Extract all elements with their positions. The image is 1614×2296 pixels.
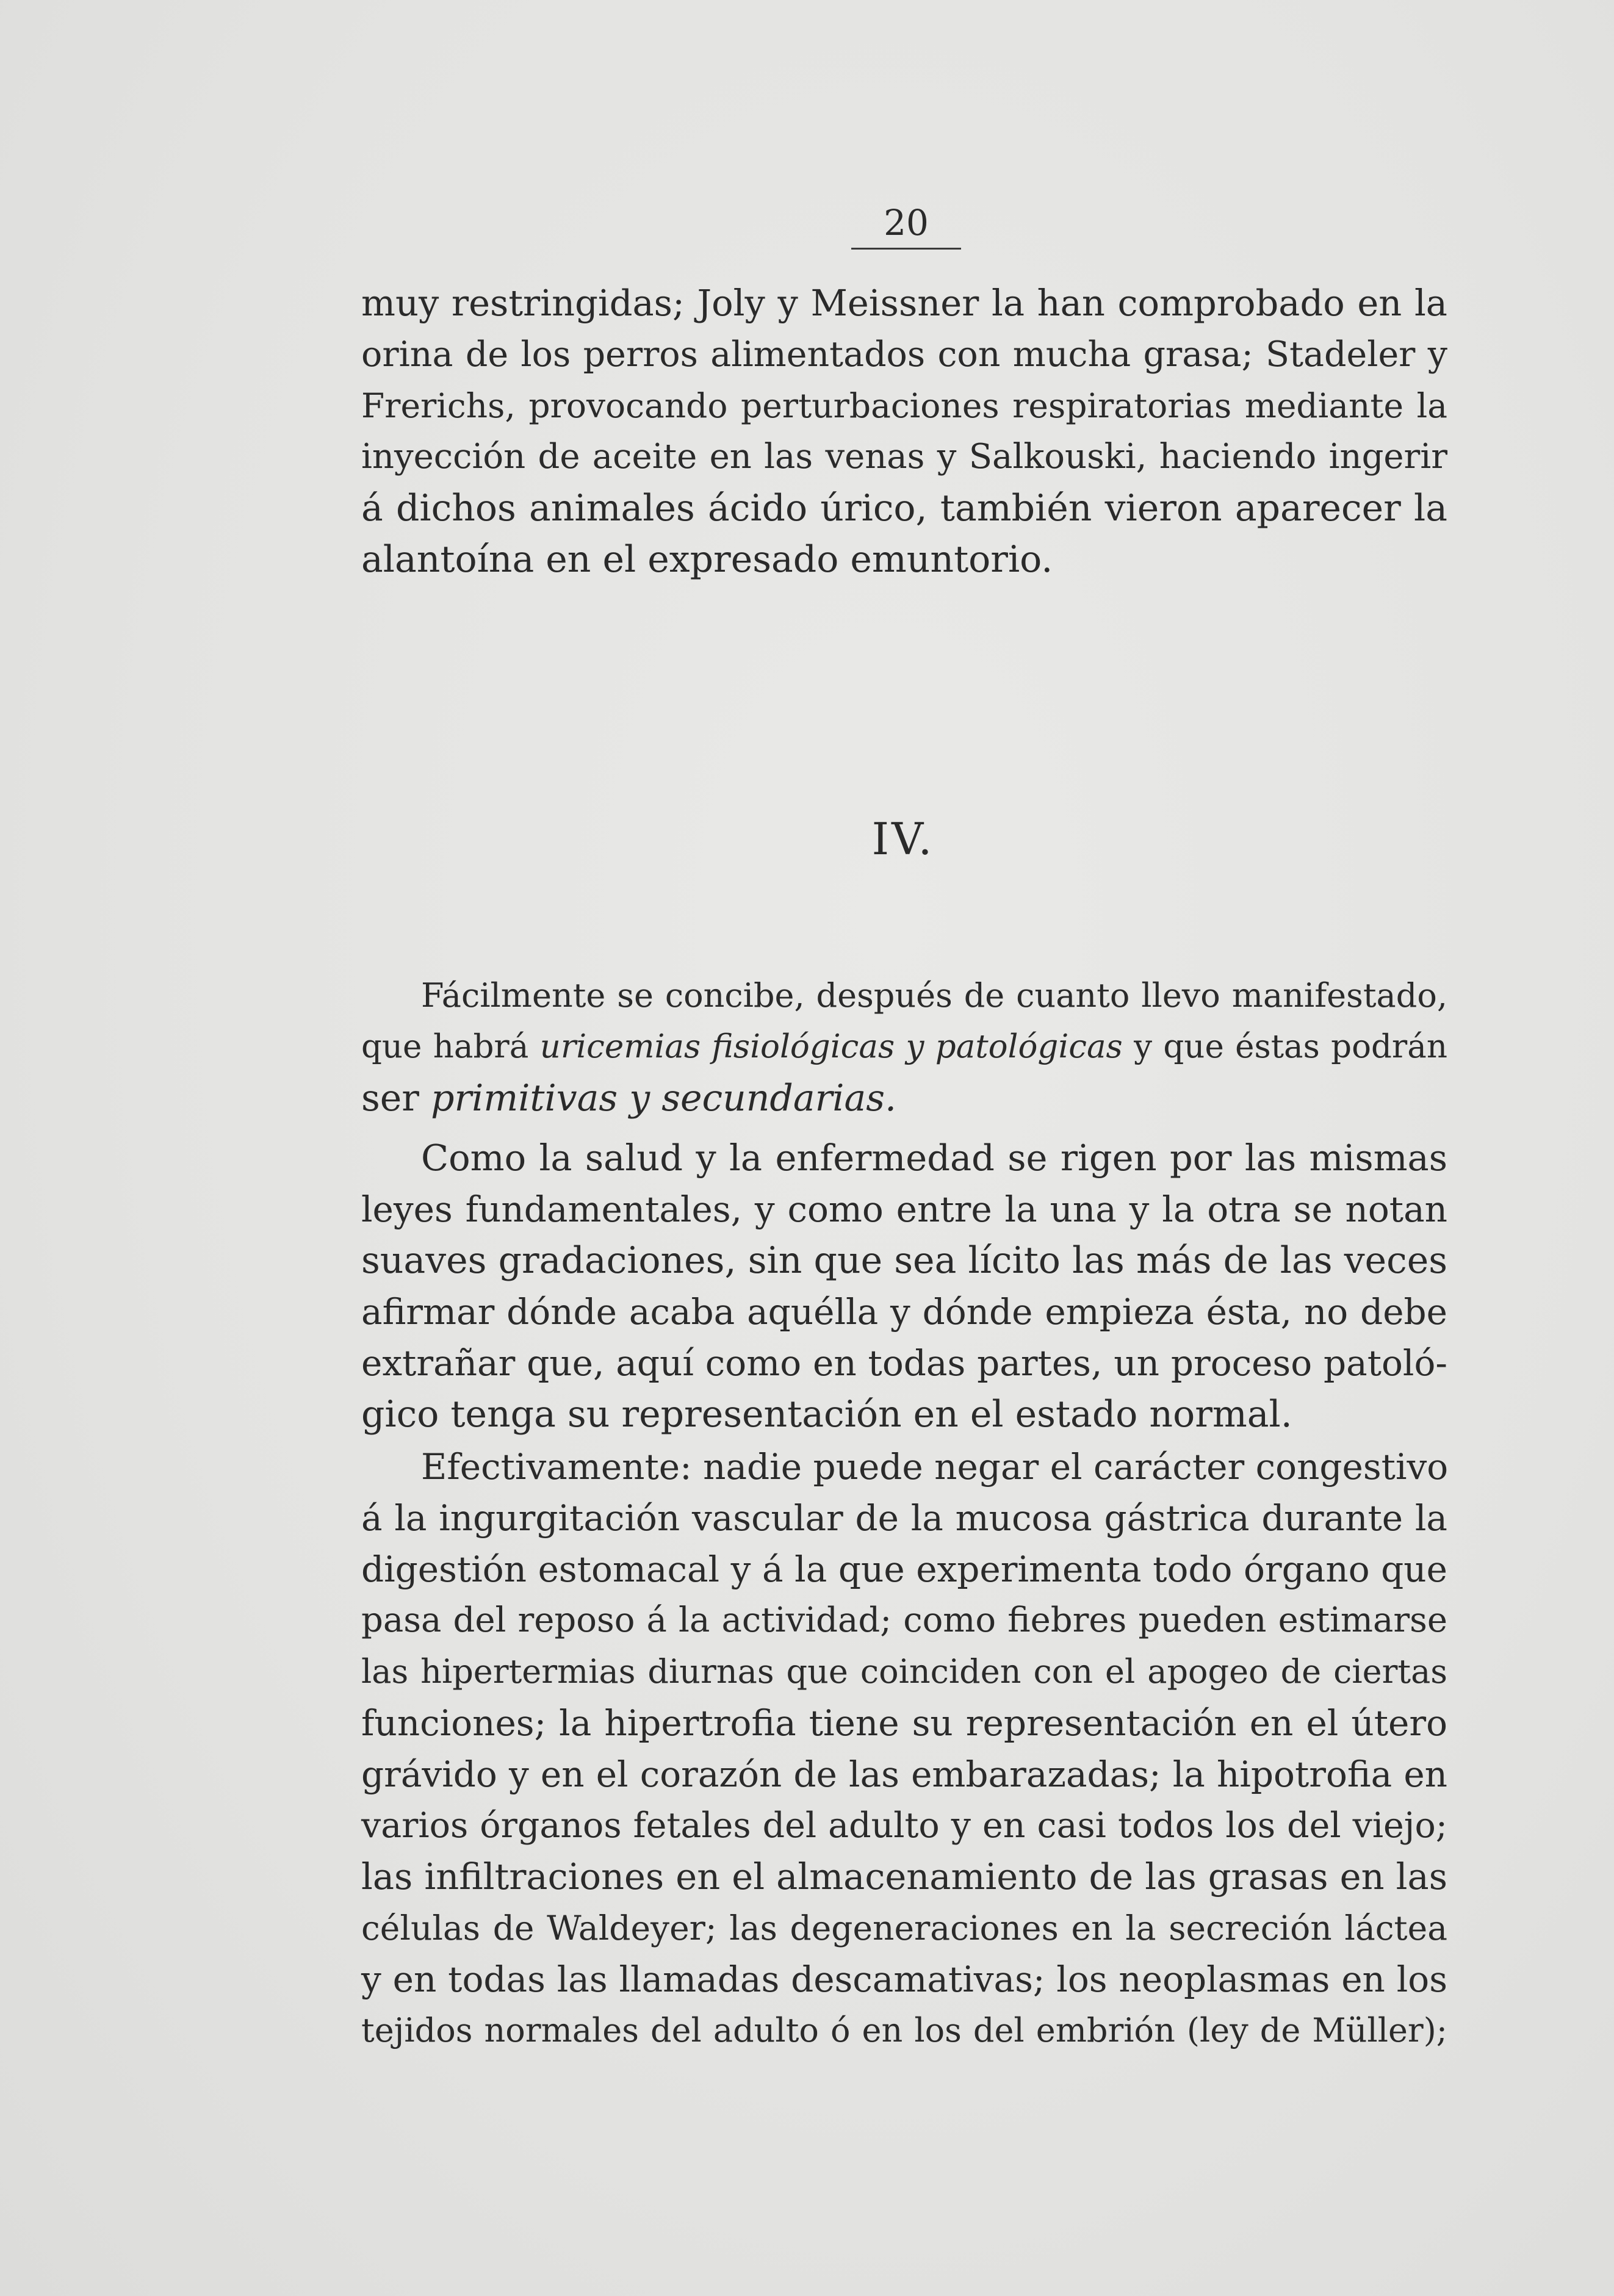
text-line: gico tenga su representación en el estado normal.: [361, 1393, 1292, 1436]
text-line: suaves gradaciones, sin que sea lícito las más de las veces: [361, 1239, 1447, 1282]
text-line: pasa del reposo á la actividad; como fiebres pueden estimarse: [361, 1600, 1447, 1640]
text-line: afirmar dónde acaba aquélla y dónde empieza ésta, no debe: [361, 1291, 1447, 1333]
italic-phrase: primitivas y secundarias.: [431, 1077, 897, 1120]
section-paragraph-2: [361, 1132, 1447, 1440]
text-line: tejidos normales del adulto ó en los del embrión (ley de Müller);: [361, 2011, 1447, 2049]
text-line: grávido y en el corazón de las embarazadas; la hipotrofia en: [361, 1754, 1447, 1795]
text-line: las hipertermias diurnas que coinciden con el apogeo de ciertas: [361, 1652, 1447, 1691]
text-line-mixed: [361, 1073, 1447, 1124]
text-line: varios órganos fetales del adulto y en casi todos los del viejo;: [361, 1805, 1447, 1846]
text-line: Efectivamente: nadie puede negar el carácter congestivo: [421, 1446, 1449, 1488]
text-span: y que éstas podrán: [1122, 1028, 1447, 1065]
text-line-mixed: [361, 1021, 1447, 1073]
text-line: muy restringidas; Joly y Meissner la han comprobado en la: [361, 282, 1447, 324]
text-line: funciones; la hipertrofia tiene su representación en el útero: [361, 1702, 1447, 1744]
text-line: células de Waldeyer; las degeneraciones en la secreción láctea: [361, 1909, 1447, 1948]
section-paragraph-3: [361, 1441, 1447, 2056]
text-line: Como la salud y la enfermedad se rigen por las mismas: [421, 1137, 1447, 1179]
text-line: inyección de aceite en las venas y Salkouski, haciendo ingerir: [361, 437, 1447, 477]
page-number-rule: [851, 248, 961, 250]
text-span: que habrá: [361, 1028, 540, 1065]
text-line: extrañar que, aquí como en todas partes, un proceso patoló-: [361, 1342, 1447, 1384]
text-line: orina de los perros alimentados con mucha grasa; Stadeler y: [361, 334, 1447, 375]
page-number: 20: [884, 202, 929, 243]
text-line: Fácilmente se concibe, después de cuanto llevo manifestado,: [421, 976, 1447, 1015]
text-line: á dichos animales ácido úrico, también vieron aparecer la: [361, 487, 1447, 530]
text-line: á la ingurgitación vascular de la mucosa gástrica durante la: [361, 1497, 1447, 1539]
text-span: ser: [361, 1077, 431, 1120]
italic-phrase: uricemias fisiológicas y patológicas: [539, 1028, 1123, 1065]
section-paragraph-1: [361, 970, 1447, 1124]
text-line: leyes fundamentales, y como entre la una y la otra se notan: [361, 1189, 1447, 1230]
text-line: alantoína en el expresado emuntorio.: [361, 538, 1053, 581]
section-heading: IV.: [871, 813, 935, 865]
text-line: las infiltraciones en el almacenamiento de las grasas en las: [361, 1855, 1447, 1898]
intro-paragraph: [361, 278, 1447, 585]
text-line: digestión estomacal y á la que experimenta todo órgano que: [361, 1549, 1447, 1590]
text-line: y en todas las llamadas descamativas; los neoplasmas en los: [361, 1959, 1447, 2000]
text-line: Frerichs, provocando perturbaciones respiratorias mediante la: [361, 386, 1447, 425]
